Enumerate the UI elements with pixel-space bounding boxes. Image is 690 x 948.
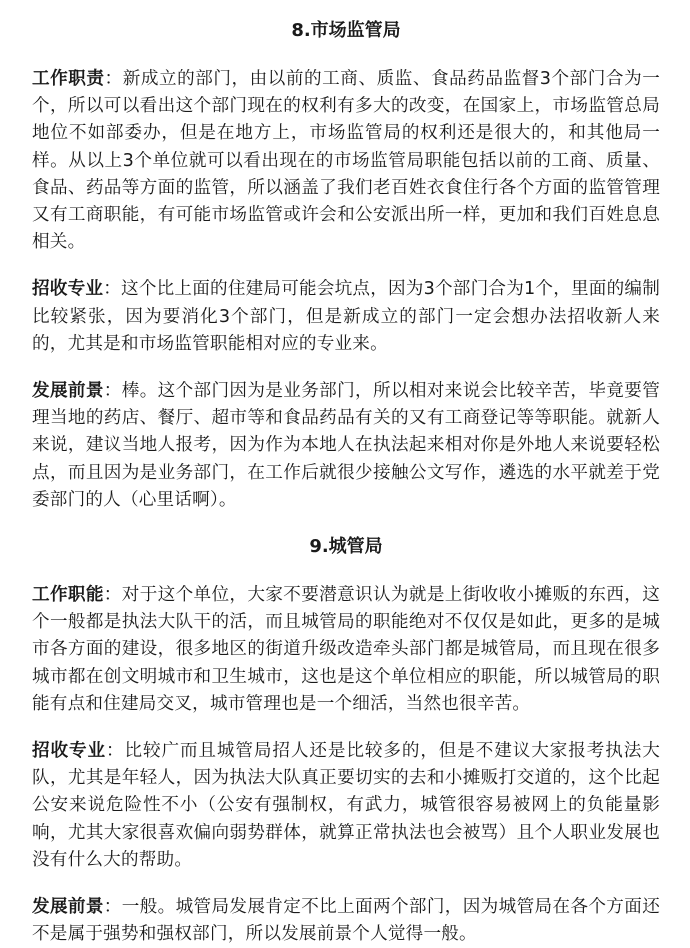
section-title-market-regulation: 8.市场监管局	[291, 20, 401, 41]
paragraph-text: 一般。城管局发展肯定不比上面两个部门，因为城管局在各个方面还不是属于强势和强权部门，所以发展前景个人觉得一般。	[32, 897, 660, 945]
paragraph-label: 工作职能	[32, 585, 104, 606]
paragraph-text: 对于这个单位，大家不要潜意识认为就是上街收收小摊贩的东西，这个一般都是执法大队干的活，而且城管局的职能绝对不仅仅是如此，更多的是城市各方面的建设，很多地区的街道升级改造牵头部门都是城管局，而且现在很多城市都在创文明城市和卫生城市，这也是这个单位相应的职能，所以城管局的职能有点和住建局交叉，城市管理也是一个细活，当然也很辛苦。	[32, 585, 660, 714]
paragraph-text: 棒。这个部门因为是业务部门，所以相对来说会比较辛苦，毕竟要管理当地的药店、餐厅、超市等和食品药品有关的又有工商登记等等职能。就新人来说，建议当地人报考，因为作为本地人在执法起来相对你是外地人来说要轻松点，而且因为是业务部门，在工作后就很少接触公文写作，遴选的水平就差于党委部门的人（心里话啊）。	[32, 381, 660, 510]
paragraph-text: 新成立的部门，由以前的工商、质监、食品药品监督3个部门合为一个，所以可以看出这个部门现在的权利有多大的改变，在国家上，市场监管总局地位不如部委办，但是在地方上，市场监管局的权利还是很大的，和其他局一样。从以上3个单位就可以看出现在的市场监管局职能包括以前的工商、质量、食品、药品等方面的监管，所以涵盖了我们老百姓衣食住行各个方面的监管管理又有工商职能，有可能市场监管或许会和公安派出所一样，更加和我们百姓息息相关。	[32, 69, 660, 253]
paragraph-label: 招收专业	[32, 741, 106, 762]
paragraph-urban-prospects	[32, 894, 660, 948]
paragraph-text: 比较广而且城管局招人还是比较多的，但是不建议大家报考执法大队，尤其是年轻人，因为执法大队真正要切实的去和小摊贩打交道的，这个比起公安来说危险性不小（公安有强制权，有武力，城管很容易被网上的负能量影响，尤其大家很喜欢偏向弱势群体，就算正常执法也会被骂）且个人职业发展也没有什么大的帮助。	[32, 741, 660, 870]
label-separator: ：	[103, 897, 122, 918]
label-separator: ：	[103, 279, 122, 300]
label-separator: ：	[105, 741, 125, 762]
paragraph-label: 招收专业	[32, 279, 104, 300]
paragraph-urban-functions	[32, 582, 660, 718]
paragraph-market-duties	[32, 66, 660, 256]
paragraph-market-prospects	[32, 378, 660, 514]
paragraph-label: 工作职责	[32, 69, 105, 89]
paragraph-urban-majors	[32, 738, 660, 874]
paragraph-label: 发展前景	[32, 381, 104, 402]
label-separator: ：	[104, 69, 123, 89]
paragraph-label: 发展前景	[32, 897, 104, 918]
label-separator: ：	[103, 585, 122, 606]
paragraph-text: 这个比上面的住建局可能会坑点，因为3个部门合为1个，里面的编制比较紧张，因为要消化3个部门，但是新成立的部门一定会想办法招收新人来的，尤其是和市场监管职能相对应的专业来。	[32, 279, 660, 354]
section-title-urban-management: 9.城管局	[309, 536, 383, 558]
paragraph-market-majors	[32, 276, 660, 358]
label-separator: ：	[103, 381, 122, 402]
